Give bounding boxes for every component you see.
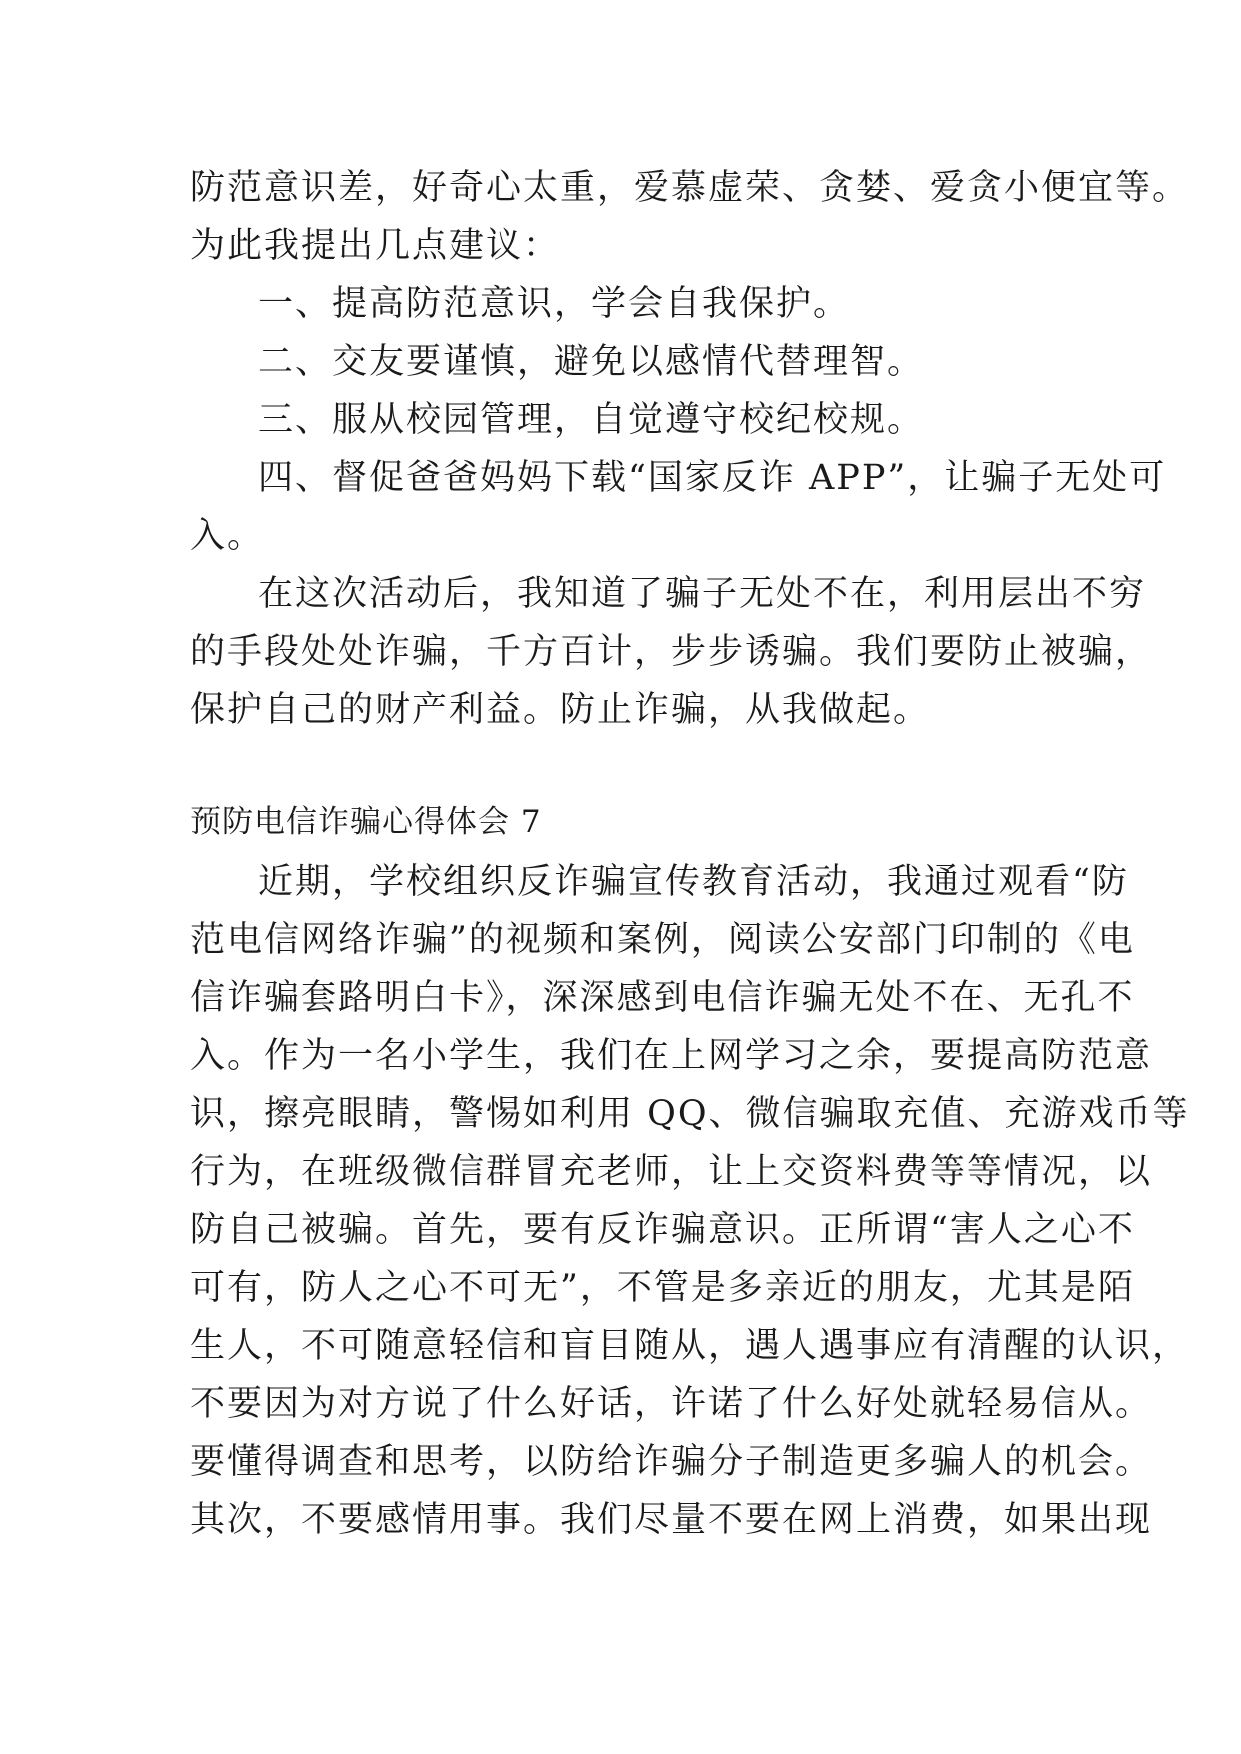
- list-item-1: 一、提高防范意识，学会自我保护。: [258, 284, 851, 324]
- paragraph-line: 生人，不可随意轻信和盲目随从，遇人遇事应有清醒的认识，: [190, 1326, 1190, 1366]
- paragraph-line: 防范意识差，好奇心太重，爱慕虚荣、贪婪、爱贪小便宜等。: [190, 168, 1190, 208]
- paragraph-line: 行为，在班级微信群冒充老师，让上交资料费等等情况，以: [190, 1152, 1153, 1192]
- paragraph-line: 信诈骗套路明白卡》，深深感到电信诈骗无处不在、无孔不: [190, 978, 1135, 1018]
- list-item-4: 四、督促爸爸妈妈下载“国家反诈 APP”，让骗子无处可: [258, 458, 1167, 498]
- paragraph-line: 其次，不要感情用事。我们尽量不要在网上消费，如果出现: [190, 1500, 1153, 1540]
- paragraph-line: 的手段处处诈骗，千方百计，步步诱骗。我们要防止被骗，: [190, 632, 1153, 672]
- paragraph-line: 保护自己的财产利益。防止诈骗，从我做起。: [190, 690, 931, 730]
- paragraph-line: 防自己被骗。首先，要有反诈骗意识。正所谓“害人之心不: [190, 1210, 1135, 1250]
- list-item-3: 三、服从校园管理，自觉遵守校纪校规。: [258, 400, 925, 440]
- section-heading: 预防电信诈骗心得体会 7: [190, 804, 542, 840]
- paragraph-line: 为此我提出几点建议：: [190, 226, 561, 266]
- paragraph-line: 识，擦亮眼睛，警惕如利用 QQ、微信骗取充值、充游戏币等: [190, 1094, 1190, 1134]
- paragraph-line: 要懂得调查和思考，以防给诈骗分子制造更多骗人的机会。: [190, 1442, 1153, 1482]
- list-item-2: 二、交友要谨慎，避免以感情代替理智。: [258, 342, 925, 382]
- paragraph-line: 近期，学校组织反诈骗宣传教育活动，我通过观看“防: [258, 862, 1129, 902]
- paragraph-line: 不要因为对方说了什么好话，许诺了什么好处就轻易信从。: [190, 1384, 1153, 1424]
- paragraph-line: 范电信网络诈骗”的视频和案例，阅读公安部门印制的《电: [190, 920, 1135, 960]
- paragraph-line: 入。作为一名小学生，我们在上网学习之余，要提高防范意: [190, 1036, 1153, 1076]
- paragraph-line: 在这次活动后，我知道了骗子无处不在，利用层出不穷: [258, 574, 1147, 614]
- paragraph-line: 入。: [190, 516, 265, 556]
- paragraph-line: 可有，防人之心不可无”，不管是多亲近的朋友，尤其是陌: [190, 1268, 1135, 1308]
